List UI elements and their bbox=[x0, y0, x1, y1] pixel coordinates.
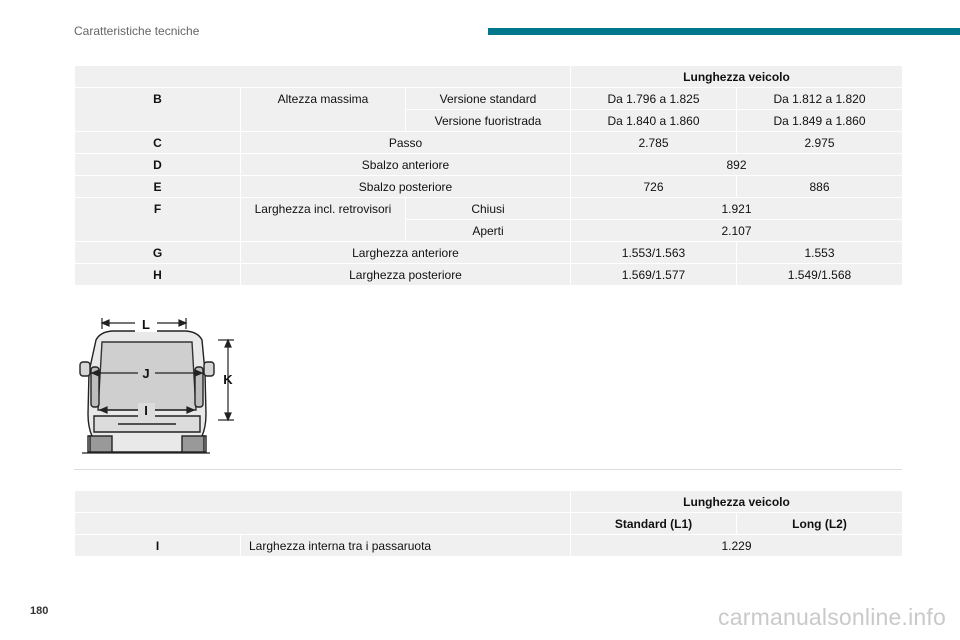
section-divider bbox=[74, 469, 902, 470]
row-label: Altezza massima bbox=[241, 88, 406, 132]
row-label: Sbalzo posteriore bbox=[241, 176, 571, 198]
empty-header-cell bbox=[75, 513, 571, 535]
empty-header-cell bbox=[75, 66, 571, 88]
value-cell: 1.549/1.568 bbox=[737, 264, 903, 286]
dimension-label-j: J bbox=[142, 366, 150, 381]
row-sublabel: Versione fuoristrada bbox=[406, 110, 571, 132]
row-label: Larghezza interna tra i passaruota bbox=[241, 535, 571, 557]
value-cell: 1.569/1.577 bbox=[571, 264, 737, 286]
table-row bbox=[75, 154, 903, 176]
header-accent-bar bbox=[488, 28, 960, 35]
empty-header-cell bbox=[75, 491, 571, 513]
row-label: Sbalzo anteriore bbox=[241, 154, 571, 176]
table-row bbox=[75, 242, 903, 264]
value-cell: 1.553 bbox=[737, 242, 903, 264]
row-sublabel: Versione standard bbox=[406, 88, 571, 110]
value-cell: 2.107 bbox=[571, 220, 903, 242]
row-label: Passo bbox=[241, 132, 571, 154]
value-cell: Da 1.840 a 1.860 bbox=[571, 110, 737, 132]
value-cell: 1.921 bbox=[571, 198, 903, 220]
group-header: Lunghezza veicolo bbox=[571, 66, 903, 88]
dimension-label-i: I bbox=[144, 403, 148, 418]
column-header-long: Long (L2) bbox=[737, 513, 903, 535]
watermark: carmanualsonline.info bbox=[718, 604, 946, 630]
row-sublabel: Aperti bbox=[406, 220, 571, 242]
dimension-label-l: L bbox=[142, 317, 150, 332]
value-cell: Da 1.812 a 1.820 bbox=[737, 88, 903, 110]
row-key: F bbox=[75, 198, 241, 242]
section-title: Caratteristiche tecniche bbox=[74, 24, 200, 38]
value-cell: 1.553/1.563 bbox=[571, 242, 737, 264]
column-header-standard: Standard (L1) bbox=[571, 513, 737, 535]
table-header-row bbox=[75, 513, 903, 535]
dimensions-table-1 bbox=[74, 65, 903, 286]
table-row bbox=[75, 176, 903, 198]
group-header: Lunghezza veicolo bbox=[571, 491, 903, 513]
row-label: Larghezza anteriore bbox=[241, 242, 571, 264]
row-key: I bbox=[75, 535, 241, 557]
table-row bbox=[75, 264, 903, 286]
table-header-row bbox=[75, 66, 903, 88]
dimensions-table-2 bbox=[74, 490, 903, 557]
table-header-row bbox=[75, 491, 903, 513]
row-key: D bbox=[75, 154, 241, 176]
vehicle-outline bbox=[80, 331, 214, 453]
table-row bbox=[75, 88, 903, 110]
vehicle-rear-view-diagram bbox=[78, 312, 248, 462]
row-label: Larghezza posteriore bbox=[241, 264, 571, 286]
table-row bbox=[75, 132, 903, 154]
table-row bbox=[75, 535, 903, 557]
row-key: G bbox=[75, 242, 241, 264]
value-cell: 2.975 bbox=[737, 132, 903, 154]
value-cell: 892 bbox=[571, 154, 903, 176]
value-cell: 726 bbox=[571, 176, 737, 198]
value-cell: 886 bbox=[737, 176, 903, 198]
table-row bbox=[75, 198, 903, 220]
value-cell: Da 1.796 a 1.825 bbox=[571, 88, 737, 110]
page-number: 180 bbox=[30, 605, 49, 617]
dimension-label-k: K bbox=[223, 372, 233, 387]
value-cell: 2.785 bbox=[571, 132, 737, 154]
row-key: E bbox=[75, 176, 241, 198]
value-cell: 1.229 bbox=[571, 535, 903, 557]
row-key: H bbox=[75, 264, 241, 286]
row-sublabel: Chiusi bbox=[406, 198, 571, 220]
value-cell: Da 1.849 a 1.860 bbox=[737, 110, 903, 132]
row-label: Larghezza incl. retrovisori bbox=[241, 198, 406, 242]
row-key: B bbox=[75, 88, 241, 132]
row-key: C bbox=[75, 132, 241, 154]
